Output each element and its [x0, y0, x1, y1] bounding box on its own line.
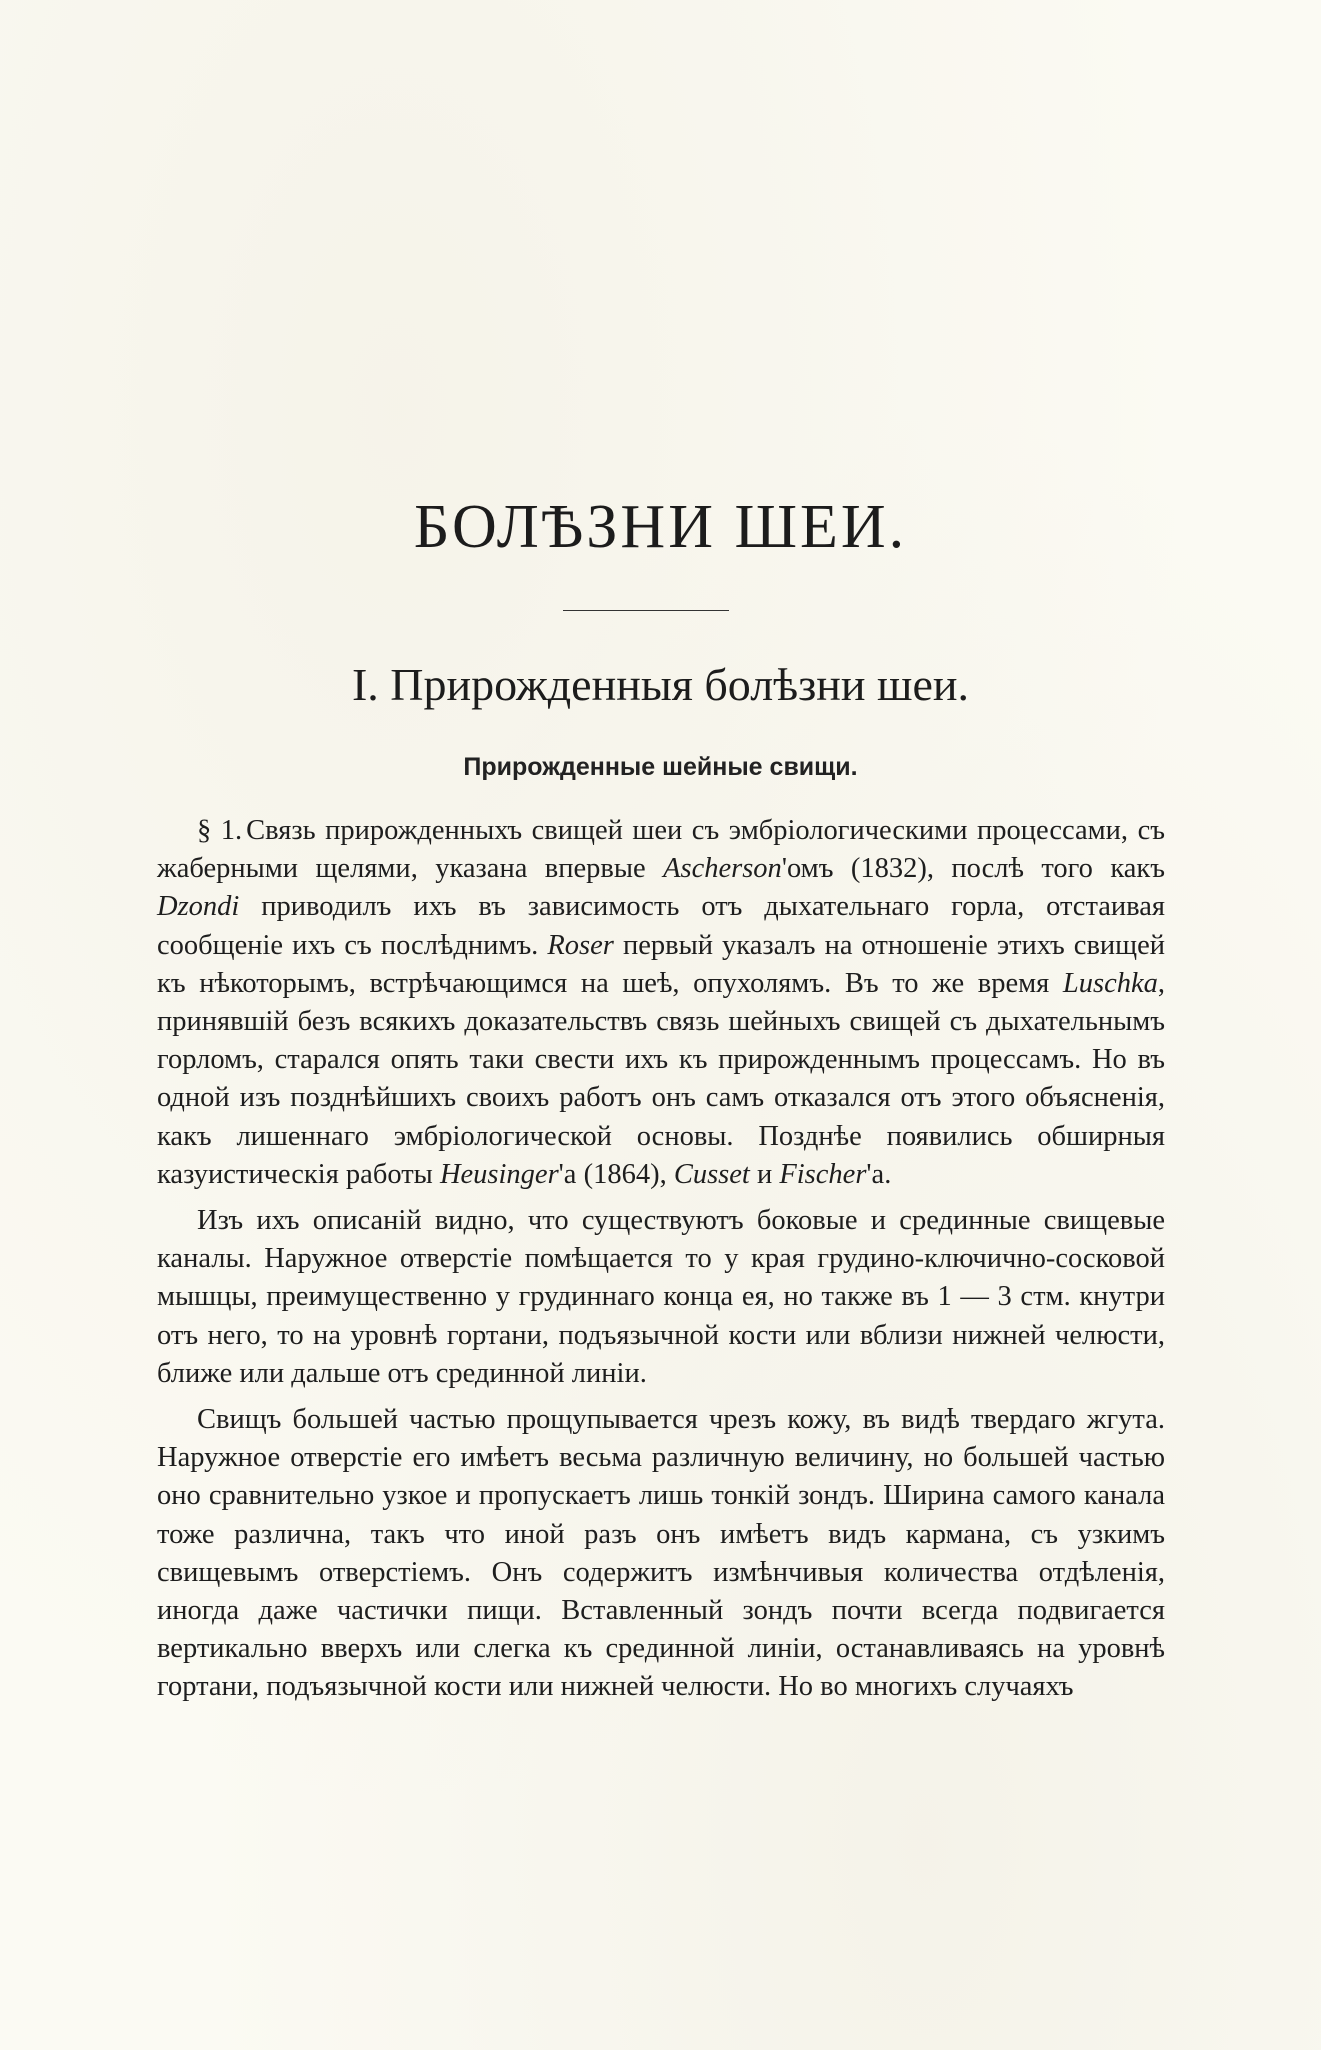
- body-text: [157, 812, 1165, 1715]
- subsection-title: Прирожденные шейные свищи.: [463, 753, 858, 781]
- author-name: Roser: [547, 929, 614, 961]
- paragraph-1-text: 'а (1864),: [558, 1158, 674, 1190]
- paragraph-1-text: первый указалъ на отношеніе этихъ свищей къ нѣкоторымъ, встрѣчающимся на шеѣ, опухолямъ. Въ то же время: [157, 929, 1165, 999]
- author-name: Dzondi: [157, 891, 240, 923]
- author-name: Heusinger: [439, 1158, 559, 1190]
- chapter-title: БОЛѢЗНИ ШЕИ.: [413, 493, 908, 561]
- author-name: Fischer: [779, 1158, 867, 1190]
- paragraph-1-text: , принявшій безъ всякихъ доказательствъ связь шейныхъ свищей съ дыхательнымъ горломъ, старался опять таки свести ихъ къ прирожденнымъ процессамъ. Но въ одной изъ позднѣйшихъ своихъ работъ онъ самъ отказался отъ этого объясненія, какъ лишеннаго эмбріологической основы. Позднѣе появились обширныя казуистическія работы: [157, 967, 1165, 1190]
- section-title: I. Прирожденныя болѣзни шеи.: [351, 659, 969, 710]
- section-mark: § 1.: [197, 815, 243, 846]
- paragraph-3: Свищъ большей частью прощупывается чрезъ кожу, въ видѣ твердаго жгута. Наружное отверстіе его имѣетъ весьма различную величину, но большей частью оно сравнительно узкое и пропускаетъ лишь тонкій зондъ. Ширина самого канала тоже различна, такъ что иной разъ онъ имѣетъ видъ кармана, съ узкимъ свищевымъ отверстіемъ. Онъ содержитъ измѣнчивыя количества отдѣленія, иногда даже частички пищи. Вставленный зондъ почти всегда подвигается вертикально вверхъ или слегка къ срединной линіи, останавливаясь на уровнѣ гортани, подъязычной кости или нижней челюсти. Но во многихъ случаяхъ: [157, 1404, 1165, 1703]
- author-name: Cusset: [673, 1158, 750, 1190]
- paragraph-1-text: 'омъ (1832), послѣ того какъ: [781, 853, 1165, 885]
- paragraph-2: Изъ ихъ описаній видно, что существуютъ боковые и срединные свищевые каналы. Наружное отверстіе помѣщается то у края грудино-ключично-сосковой мышцы, преимущественно у грудиннаго конца ея, но также въ 1 — 3 стм. кнутри отъ него, то на уровнѣ гортани, подъязычной кости или вблизи нижней челюсти, ближе или дальше отъ срединной линіи.: [157, 1205, 1165, 1389]
- title-divider: [563, 610, 729, 611]
- author-name: Ascherson: [663, 853, 782, 885]
- paragraph-1-text: приводилъ ихъ въ зависимость отъ дыхательнаго горла, отстаивая сообщеніе ихъ съ послѣднимъ.: [157, 891, 1165, 961]
- author-name: Luschka: [1062, 967, 1158, 999]
- paragraph-1-text: 'а.: [866, 1158, 892, 1190]
- paragraph-1: [157, 812, 1165, 1194]
- paragraph-1-text: Связь прирожденныхъ свищей шеи съ эмбріологическими процессами, съ жаберными щелями, указана впервые: [157, 815, 1165, 885]
- paragraph-1-text: и: [749, 1158, 780, 1190]
